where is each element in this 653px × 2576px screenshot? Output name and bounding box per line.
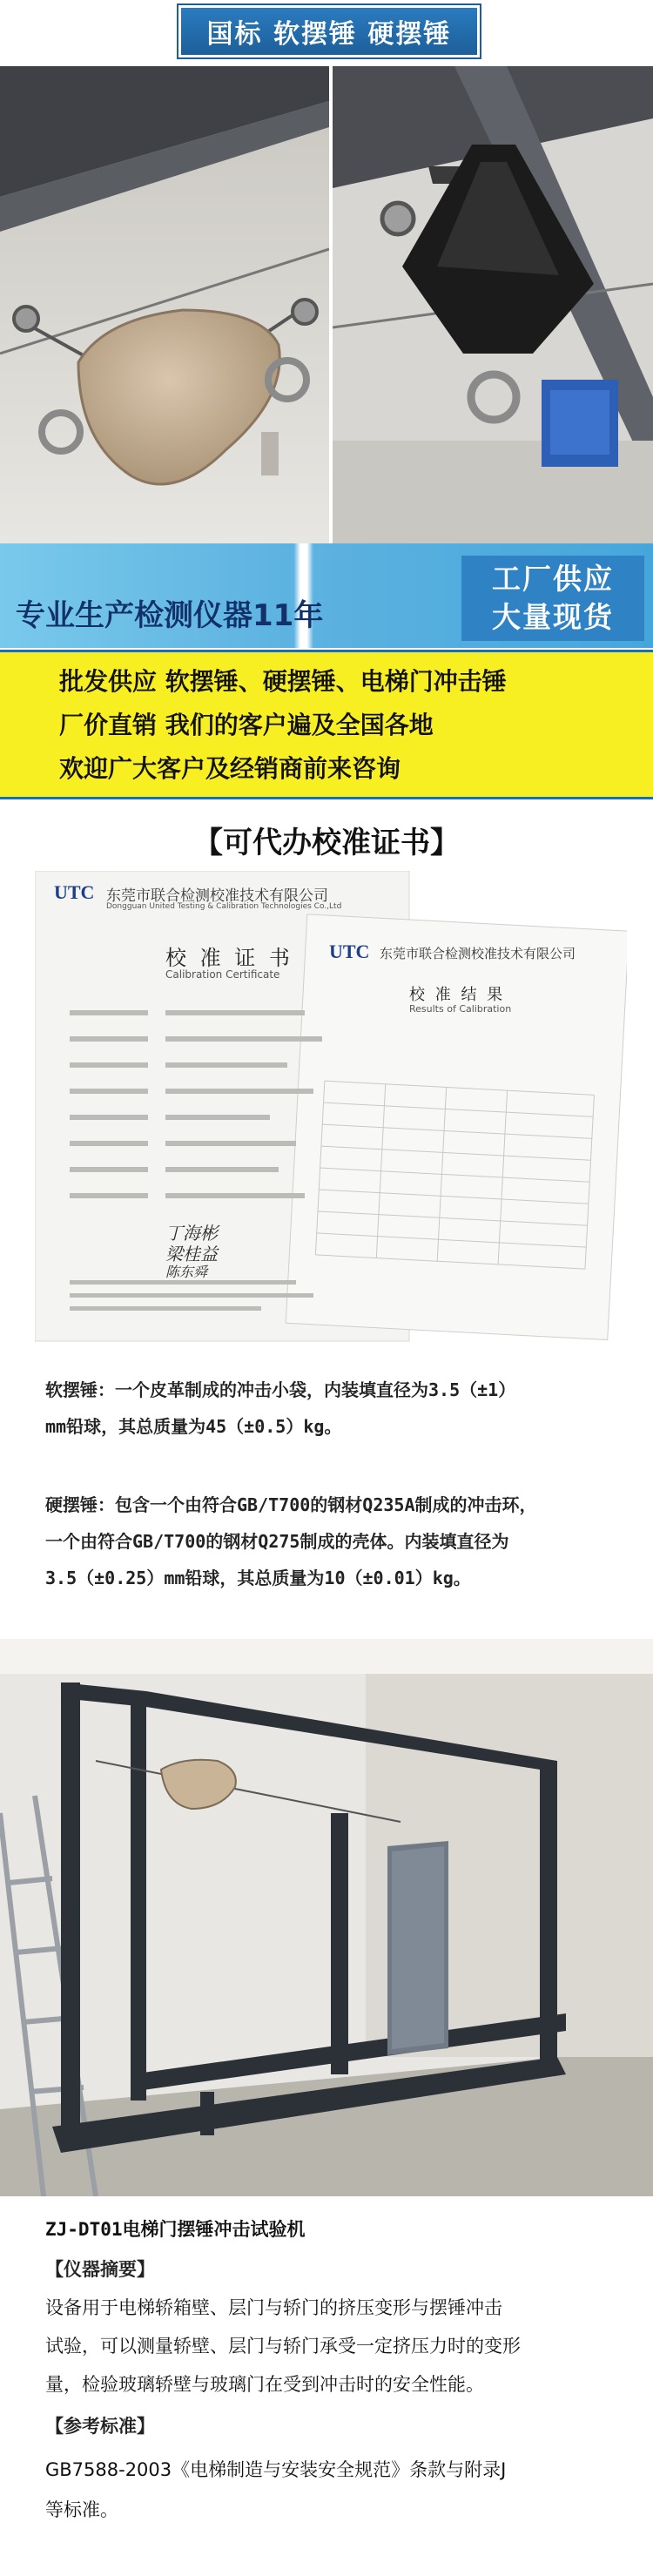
signature-1: 丁海彬 (165, 1223, 218, 1244)
badge-line-1: 工厂供应 (492, 562, 614, 596)
certificate-images (35, 871, 627, 1359)
calibration-certificate-title: 【可代办校准证书】 (193, 826, 460, 860)
doc1-company-en: Dongguan United Testing & Calibration Technologies Co.,Ltd (106, 902, 342, 911)
header-title: 国标 软摆锤 硬摆锤 (206, 19, 452, 50)
hard-pendulum-line-2: 一个由符合GB/T700的钢材Q275制成的壳体。内装填直径为 (45, 1531, 509, 1552)
standard-heading: 【参考标准】 (45, 2416, 155, 2437)
pendulum-photos (0, 66, 653, 543)
factory-strip (0, 543, 653, 648)
hard-pendulum-line-3: 3.5（±0.25）mm铅球，其总质量为10（±0.01）kg。 (45, 1568, 471, 1588)
doc1-logo: UTC (54, 881, 95, 903)
doc2-company: 东莞市联合检测校准技术有限公司 (380, 946, 576, 961)
hard-pendulum-line-1: 硬摆锤：包含一个由符合GB/T700的钢材Q235A制成的冲击环， (45, 1494, 537, 1515)
standard-line-2: 等标准。 (45, 2499, 118, 2520)
soft-pendulum-line-2: mm铅球，其总质量为45（±0.5）kg。 (45, 1416, 342, 1437)
impact-tester-photo (0, 1639, 653, 2196)
header-title-bar (178, 5, 480, 57)
doc2-subtitle: Results of Calibration (409, 1003, 512, 1015)
summary-line-1: 设备用于电梯轿箱壁、层门与轿门的挤压变形与摆锤冲击 (45, 2297, 502, 2318)
soft-pendulum-photo (0, 66, 329, 543)
summary-heading: 【仪器摘要】 (45, 2259, 155, 2280)
promo-line-2: 厂价直销 我们的客户遍及全国各地 (59, 711, 434, 739)
doc2-logo: UTC (329, 941, 370, 962)
product-model: ZJ-DT01电梯门摆锤冲击试验机 (45, 2219, 306, 2240)
doc1-subtitle: Calibration Certificate (165, 968, 280, 981)
summary-line-3: 量，检验玻璃轿壁与玻璃门在受到冲击时的安全性能。 (45, 2374, 484, 2395)
promo-line-3: 欢迎广大客户及经销商前来咨询 (59, 754, 401, 783)
doc1-company: 东莞市联合检测校准技术有限公司 (106, 887, 328, 905)
standard-line-1: GB7588-2003《电梯制造与安装安全规范》条款与附录J (45, 2459, 507, 2480)
doc2-title: 校 准 结 果 (409, 986, 506, 1004)
hard-pendulum-photo (333, 66, 653, 543)
years-experience-text: 专业生产检测仪器11年 (16, 598, 324, 633)
badge-line-2: 大量现货 (492, 600, 614, 634)
header-banner (0, 0, 653, 57)
soft-pendulum-line-1: 软摆锤：一个皮革制成的冲击小袋，内装填直径为3.5（±1） (45, 1379, 516, 1400)
promo-box (0, 650, 653, 799)
doc1-title: 校 准 证 书 (165, 946, 293, 970)
promo-line-1: 批发供应 软摆锤、硬摆锤、电梯门冲击锤 (59, 667, 507, 696)
signature-3: 陈东舜 (165, 1264, 208, 1280)
supply-badge (461, 556, 644, 641)
signature-2: 梁桂益 (165, 1244, 218, 1264)
summary-line-2: 试验，可以测量轿壁、层门与轿门承受一定挤压力时的变形 (45, 2336, 521, 2357)
